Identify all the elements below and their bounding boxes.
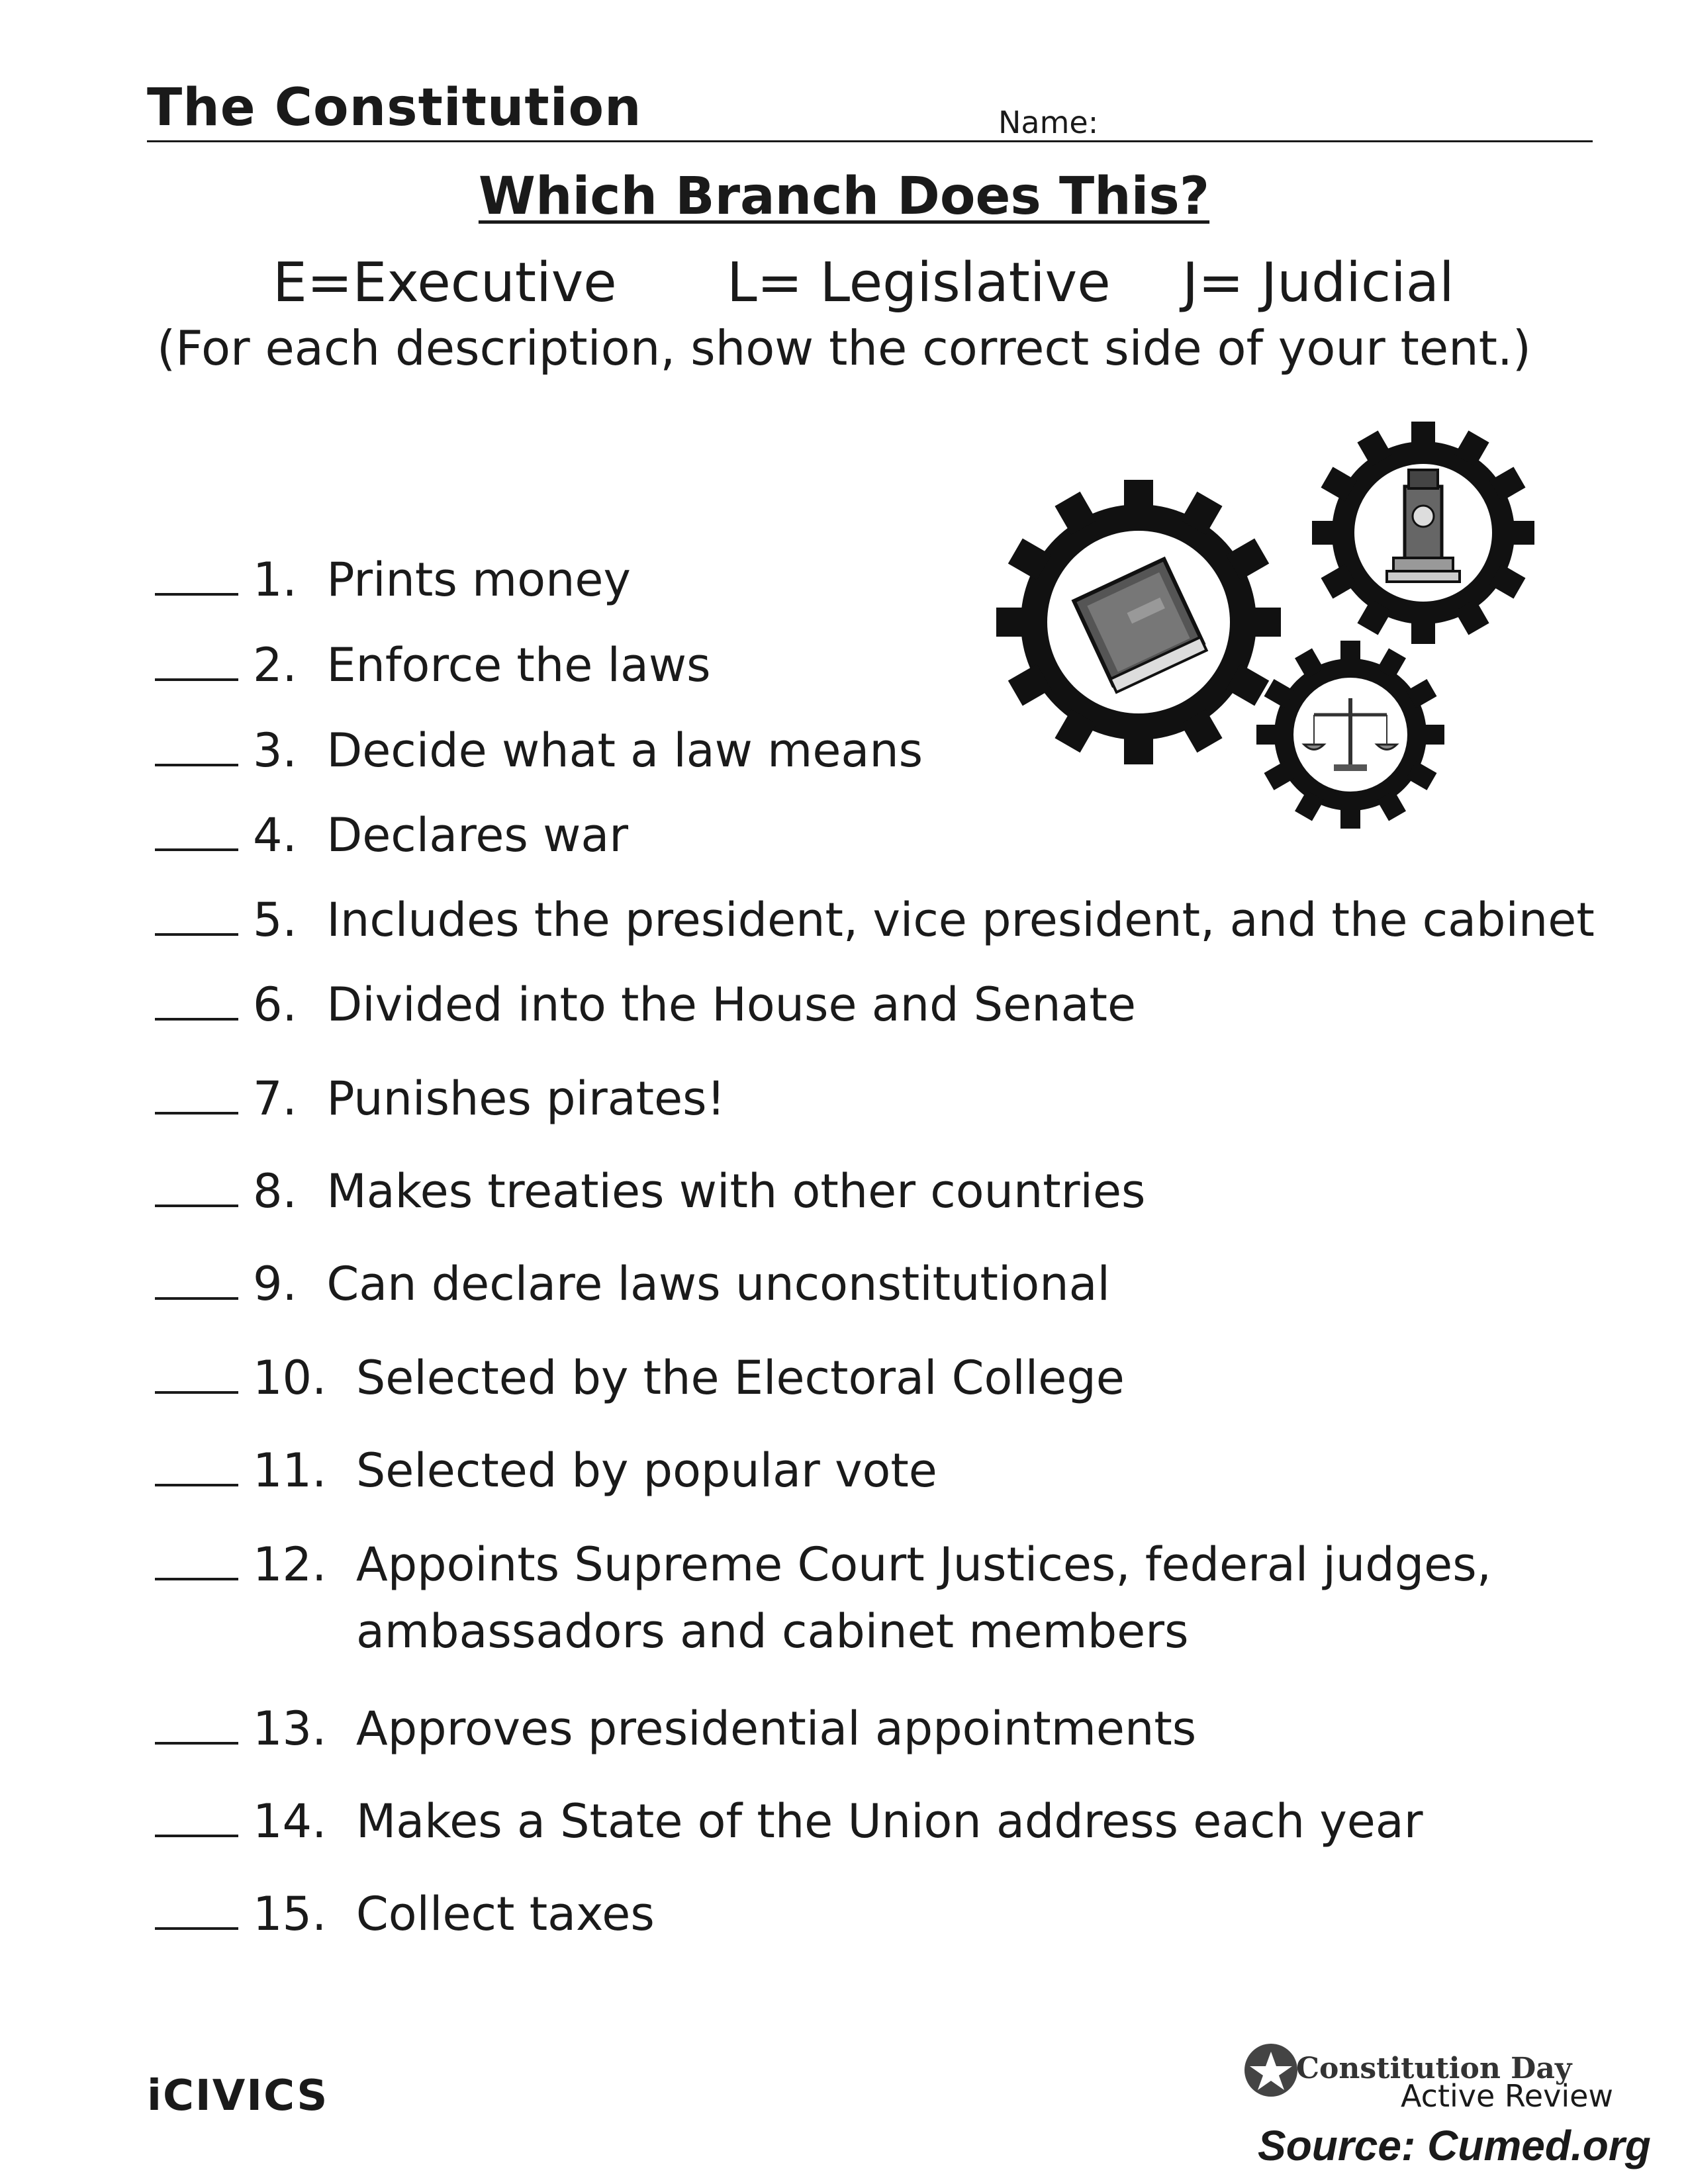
answer-blank[interactable] (155, 1702, 238, 1745)
answer-blank[interactable] (155, 1795, 238, 1837)
question-8: 8. Makes treaties with other countries (155, 1165, 1146, 1214)
answer-blank[interactable] (155, 1351, 238, 1394)
answer-blank[interactable] (155, 893, 238, 936)
answer-blank[interactable] (155, 1444, 238, 1486)
answer-blank[interactable] (155, 553, 238, 596)
answer-blank[interactable] (155, 1257, 238, 1300)
header-rule-divider (147, 140, 1593, 142)
question-1: 1. Prints money (155, 553, 631, 603)
source-credit: Source: Cumed.org (1258, 2122, 1651, 2169)
question-13: 13. Approves presidential appointments (155, 1702, 1196, 1752)
gear-podium-icon (1312, 422, 1534, 644)
question-3: 3. Decide what a law means (155, 724, 923, 774)
answer-blank[interactable] (155, 978, 238, 1021)
question-4: 4. Declares war (155, 809, 628, 858)
worksheet-header-title: The Constitution (147, 78, 642, 138)
gear-scales-icon (1256, 641, 1444, 829)
key-executive: E=Executive (273, 251, 617, 314)
question-12: 12. Appoints Supreme Court Justices, federal judges, (155, 1538, 1491, 1588)
gear-book-icon (996, 480, 1281, 764)
answer-blank[interactable] (155, 1538, 238, 1580)
question-6: 6. Divided into the House and Senate (155, 978, 1136, 1028)
answer-blank[interactable] (155, 809, 238, 851)
question-15: 15. Collect taxes (155, 1888, 655, 1937)
question-5: 5. Includes the president, vice president, and the cabinet (155, 893, 1595, 943)
answer-blank[interactable] (155, 1888, 238, 1930)
three-branches-gears-illustration (993, 424, 1562, 834)
answer-blank[interactable] (155, 1165, 238, 1207)
icivics-logo: iCIVICS (147, 2071, 329, 2120)
name-field-label: Name: (998, 105, 1099, 140)
question-7: 7. Punishes pirates! (155, 1072, 726, 1122)
constitution-day-logo-text: Constitution Day (1296, 2052, 1572, 2085)
page-title: Which Branch Does This? (478, 167, 1210, 226)
answer-blank[interactable] (155, 639, 238, 681)
answer-blank[interactable] (155, 724, 238, 766)
key-legislative: L= Legislative (727, 251, 1111, 314)
question-2: 2. Enforce the laws (155, 639, 711, 688)
answer-blank[interactable] (155, 1072, 238, 1115)
question-11: 11. Selected by popular vote (155, 1444, 937, 1494)
key-judicial: J= Judicial (1182, 251, 1454, 314)
active-review-label: Active Review (1401, 2078, 1614, 2114)
instructions-text: (For each description, show the correct side of your tent.) (157, 320, 1531, 376)
question-12-continued: ambassadors and cabinet members (356, 1604, 1189, 1659)
question-10: 10. Selected by the Electoral College (155, 1351, 1125, 1401)
question-9: 9. Can declare laws unconstitutional (155, 1257, 1110, 1307)
question-14: 14. Makes a State of the Union address each year (155, 1795, 1423, 1844)
